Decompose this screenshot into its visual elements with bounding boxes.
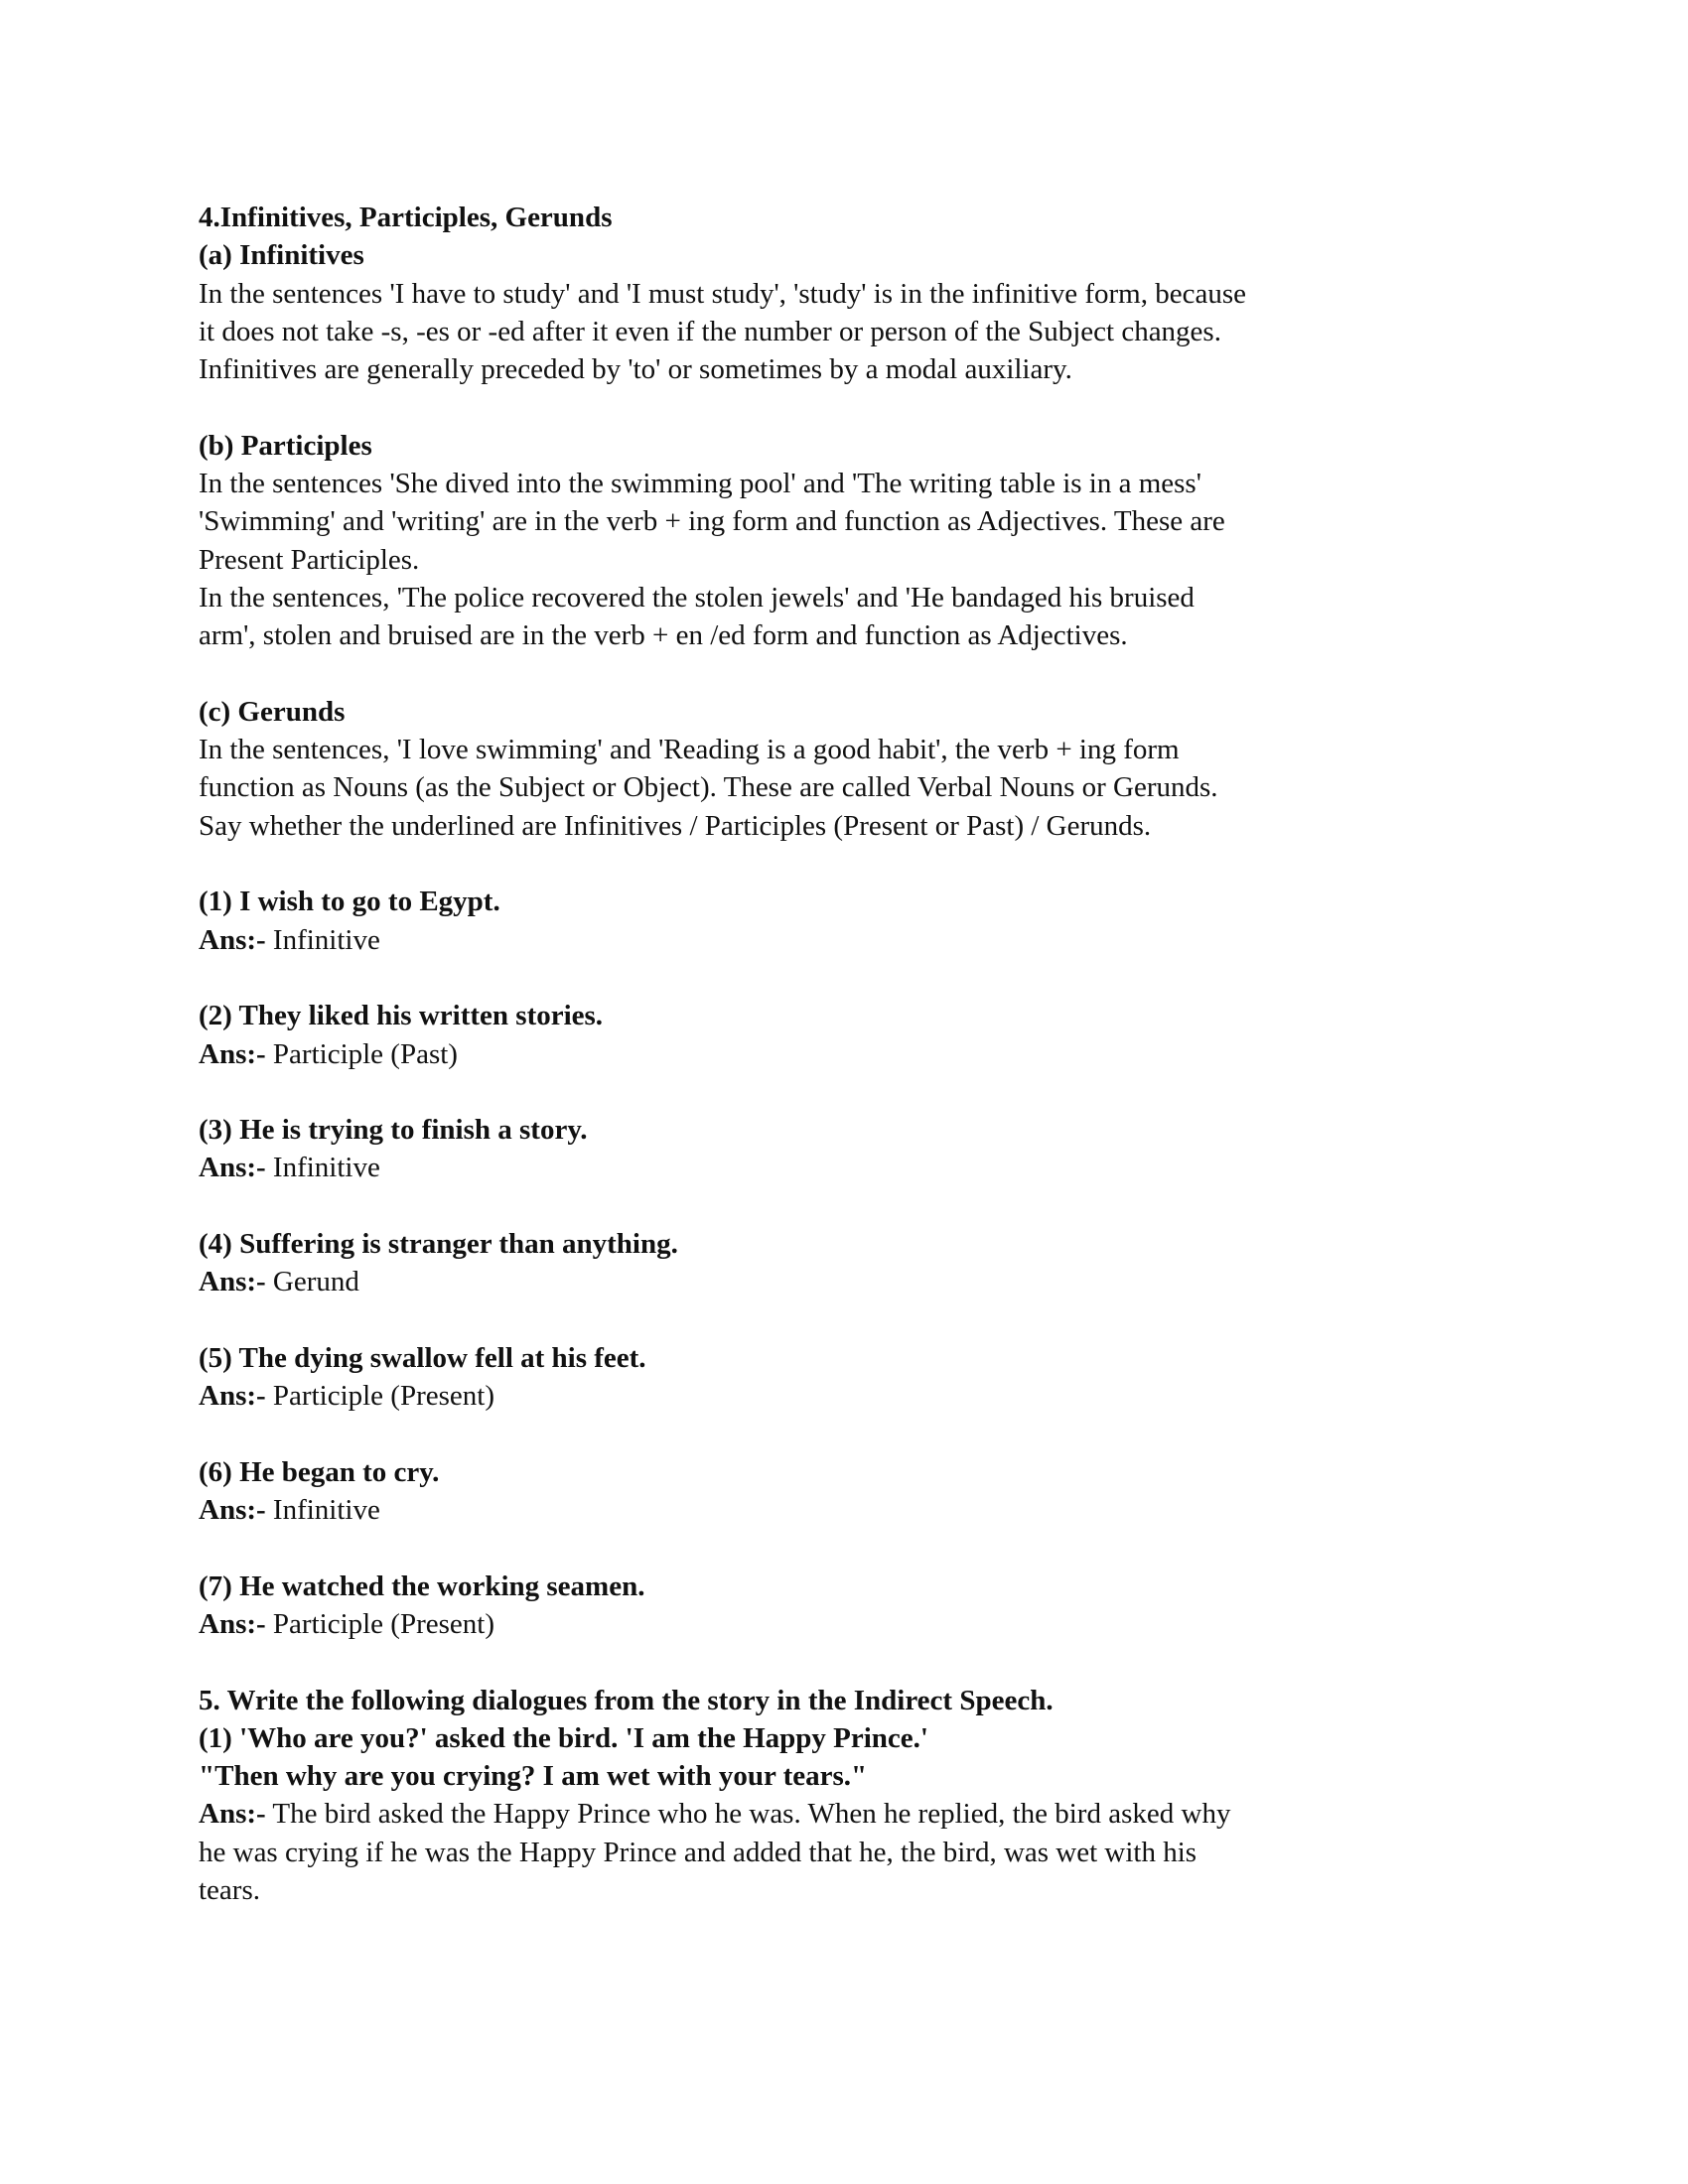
answer-7 <box>199 1605 1509 1643</box>
answer-label: Ans:- <box>199 923 266 956</box>
paragraph-line: In the sentences 'She dived into the swimming pool' and 'The writing table is in a mess' <box>199 468 1201 500</box>
section-5-answer-line-2: he was crying if he was the Happy Prince and added that he, the bird, was wet with his <box>199 1836 1197 1868</box>
question-2: (2) They liked his written stories. <box>199 1000 604 1032</box>
subsection-a-heading: (a) Infinitives <box>199 239 364 272</box>
answer-3 <box>199 1149 1509 1186</box>
spacer <box>199 1416 1509 1453</box>
paragraph-line: Present Participles. <box>199 543 420 576</box>
document-page <box>199 199 1509 1909</box>
spacer <box>199 1187 1509 1225</box>
answer-label: Ans:- <box>199 1152 266 1184</box>
spacer <box>199 959 1509 997</box>
answer-text: Participle (Present) <box>265 1380 494 1413</box>
spacer <box>199 1529 1509 1567</box>
question-3: (3) He is trying to finish a story. <box>199 1114 588 1147</box>
answer-text: Participle (Present) <box>265 1607 494 1640</box>
answer-text: Infinitive <box>265 923 380 956</box>
question-4: (4) Suffering is stranger than anything. <box>199 1228 678 1261</box>
section-4-title: 4.Infinitives, Participles, Gerunds <box>199 202 613 233</box>
answer-text: Infinitive <box>265 1494 380 1527</box>
subsection-c-heading: (c) Gerunds <box>199 695 346 728</box>
section-5-question-line-2: "Then why are you crying? I am wet with your tears." <box>199 1760 868 1793</box>
paragraph-line: In the sentences, 'I love swimming' and 'Reading is a good habit', the verb + ing form <box>199 734 1180 766</box>
paragraph-line: arm', stolen and bruised are in the verb + en /ed form and function as Adjectives. <box>199 619 1128 652</box>
answer-label: Ans:- <box>199 1798 266 1831</box>
paragraph-line: In the sentences, 'The police recovered the stolen jewels' and 'He bandaged his bruised <box>199 581 1195 614</box>
question-7: (7) He watched the working seamen. <box>199 1570 645 1602</box>
section-5-answer-line-3: tears. <box>199 1874 260 1907</box>
section-5-answer-line-1 <box>199 1795 1509 1833</box>
spacer <box>199 655 1509 693</box>
answer-text: Infinitive <box>265 1152 380 1184</box>
subsection-b-heading: (b) Participles <box>199 429 372 462</box>
answer-text: Participle (Past) <box>265 1037 458 1070</box>
answer-2 <box>199 1035 1509 1073</box>
answer-label: Ans:- <box>199 1494 266 1527</box>
answer-1 <box>199 921 1509 959</box>
section-5-title: 5. Write the following dialogues from the story in the Indirect Speech. <box>199 1684 1054 1716</box>
answer-text: Gerund <box>265 1266 359 1298</box>
answer-label: Ans:- <box>199 1037 266 1070</box>
spacer <box>199 1073 1509 1111</box>
spacer <box>199 1643 1509 1681</box>
answer-label: Ans:- <box>199 1266 266 1298</box>
paragraph-line: 'Swimming' and 'writing' are in the verb + ing form and function as Adjectives. These are <box>199 505 1225 538</box>
question-1: (1) I wish to go to Egypt. <box>199 886 500 918</box>
answer-4 <box>199 1263 1509 1300</box>
answer-label: Ans:- <box>199 1607 266 1640</box>
spacer <box>199 1301 1509 1339</box>
answer-5 <box>199 1377 1509 1415</box>
section-5-question-line-1: (1) 'Who are you?' asked the bird. 'I am the Happy Prince.' <box>199 1721 928 1754</box>
paragraph-line: In the sentences 'I have to study' and 'I must study', 'study' is in the infinitive form, because <box>199 277 1247 310</box>
paragraph-line: Infinitives are generally preceded by 'to' or sometimes by a modal auxiliary. <box>199 353 1072 386</box>
paragraph-line: function as Nouns (as the Subject or Object). These are called Verbal Nouns or Gerunds. <box>199 771 1218 804</box>
answer-label: Ans:- <box>199 1380 266 1413</box>
answer-6 <box>199 1491 1509 1529</box>
spacer <box>199 845 1509 883</box>
question-5: (5) The dying swallow fell at his feet. <box>199 1341 646 1374</box>
paragraph-line: Say whether the underlined are Infinitives / Participles (Present or Past) / Gerunds. <box>199 809 1152 842</box>
spacer <box>199 388 1509 426</box>
question-6: (6) He began to cry. <box>199 1455 440 1488</box>
answer-text: The bird asked the Happy Prince who he was. When he replied, the bird asked why <box>265 1798 1231 1831</box>
paragraph-line: it does not take -s, -es or -ed after it even if the number or person of the Subject changes. <box>199 315 1221 347</box>
